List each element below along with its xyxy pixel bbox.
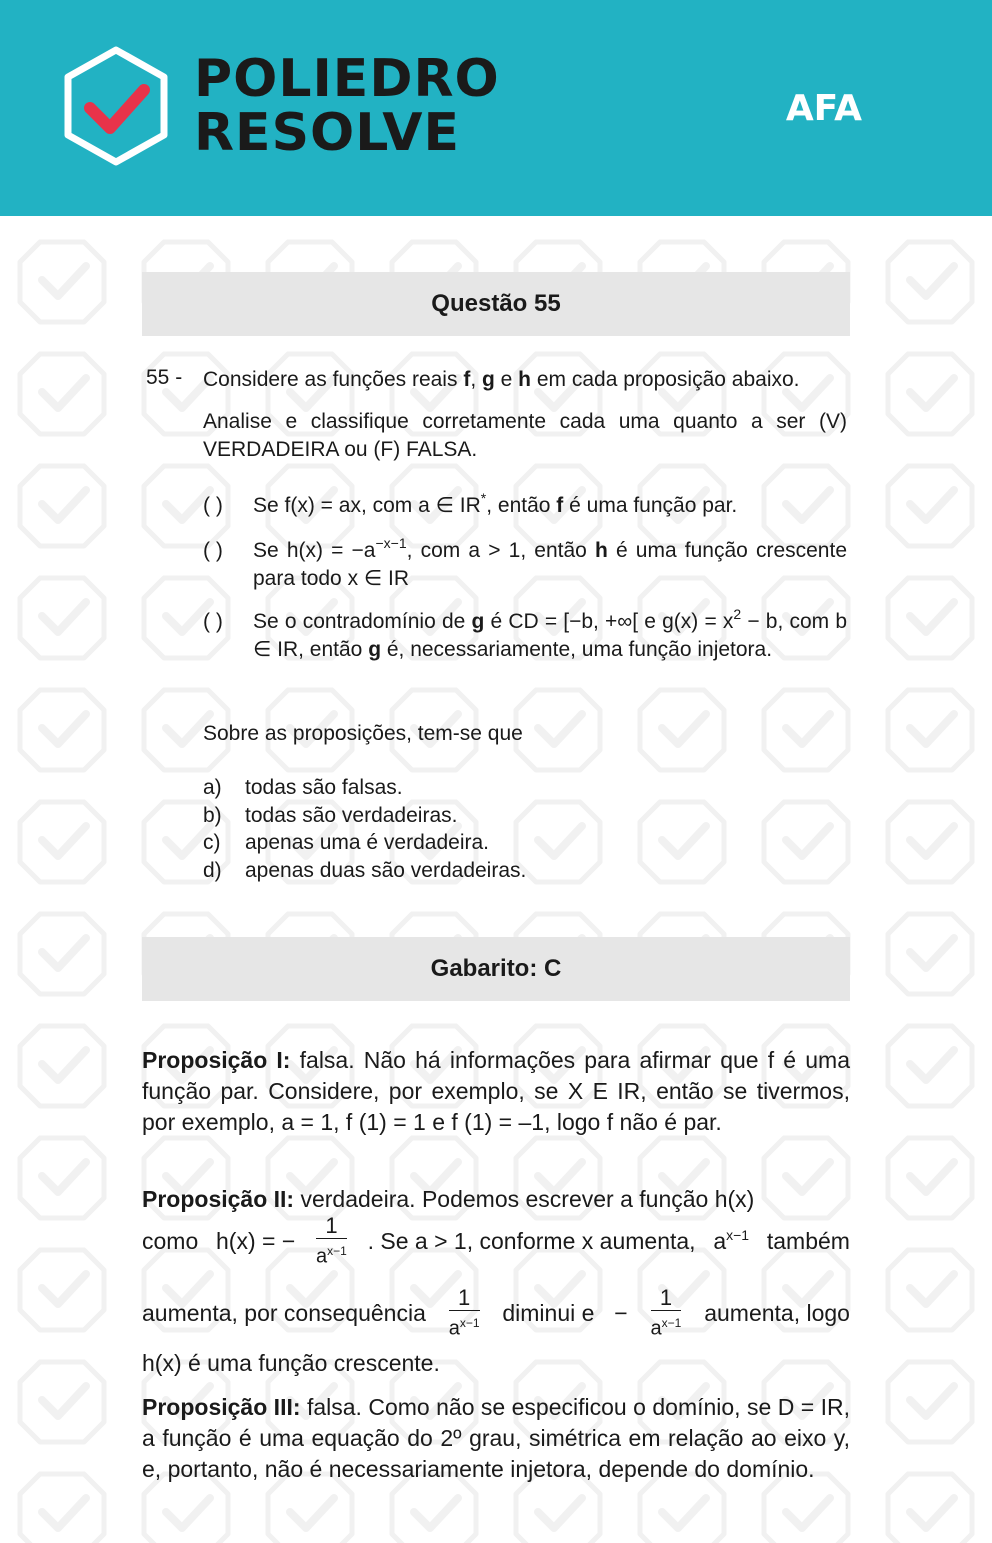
p1-label: Proposição I: (142, 1047, 291, 1073)
p2-conclusion: h(x) é uma função crescente. (142, 1350, 440, 1376)
question-title: Questão 55 (142, 272, 850, 336)
answer-paren: ( ) (203, 610, 223, 633)
brand-line-2: RESOLVE (194, 103, 460, 163)
a-power: $a^{x-1}$ (713, 1226, 750, 1254)
option-c: c) apenas uma é verdadeira. (203, 831, 489, 854)
proposition-3 (203, 608, 847, 692)
proposition-text: Se $h(x) = -a^{-x-1}$, com a > 1, então h é uma função crescente para todo x ∈ IR (253, 535, 847, 590)
question-number: 55 - (146, 366, 183, 389)
proposition-1-explanation: Proposição I: falsa. Não há informações para afirmar que f é uma função par. Considere, por exemplo, se X E IR, então se tivermos, por exemplo, a = 1, f (1) = 1 e f (1) = –1, logo f não é par. (142, 1047, 850, 1135)
proposition-text: Se f(x) = ax, com a ∈ IR*, então f é uma função par. (253, 490, 738, 517)
fraction-1-over-a: $\frac{1}{a^{x-1}}$ (316, 1212, 347, 1268)
question-intro: Considere as funções reais f, g e h em cada proposição abaixo. (203, 368, 800, 391)
option-a: a) todas são falsas. (203, 776, 403, 799)
question-stem: Sobre as proposições, tem-se que (203, 722, 523, 745)
proposition-2-explanation: Proposição II: verdadeira. Podemos escrever a função h(x) (142, 1186, 755, 1212)
answer-paren: ( ) (203, 539, 223, 562)
question-instruction: Analise e classifique corretamente cada uma quanto a ser (V) VERDADEIRA ou (F) FALSA. (203, 410, 847, 461)
proposition-2 (203, 537, 847, 593)
brand-line-1: POLIEDRO (194, 49, 500, 109)
proposition-3-explanation: Proposição III: falsa. Como não se especificou o domínio, se D = IR, a função é uma equação do 2º grau, simétrica em relação ao eixo y, e, portanto, não é necessariamente injetora, depende do domínio. (142, 1394, 850, 1482)
h-formula: h(x) = − (216, 1227, 296, 1254)
answer-key-title: Gabarito: C (142, 937, 850, 1001)
proposition-text: Se o contradomínio de g é CD = [−b, +∞[ e $g(x) = x^2 - b$, com b ∈ IR, então g é, necessariamente, uma função injetora. (253, 606, 848, 661)
p3-label: Proposição III: (142, 1394, 301, 1420)
exam-label: AFA (785, 88, 862, 129)
p2-label: Proposição II: (142, 1186, 295, 1212)
p2-formula-line-1: como h(x) = − $\frac{1}{a^{x-1}}$ . Se a > 1, conforme x aumenta, $a^{x-1}$ também (142, 1212, 850, 1268)
fraction-neg-1-over-a: $\frac{1}{a^{x-1}}$ (650, 1284, 682, 1340)
p2-formula-line-2: aumenta, por consequência $\frac{1}{a^{x-1}}$ diminui e − $\frac{1}{a^{x-1}}$ aumenta, logo (142, 1284, 850, 1340)
fraction-1-over-a: $\frac{1}{a^{x-1}}$ (448, 1284, 480, 1340)
option-d: d) apenas duas são verdadeiras. (203, 859, 527, 882)
option-b: b) todas são verdadeiras. (203, 804, 458, 827)
answer-paren: ( ) (203, 494, 223, 517)
